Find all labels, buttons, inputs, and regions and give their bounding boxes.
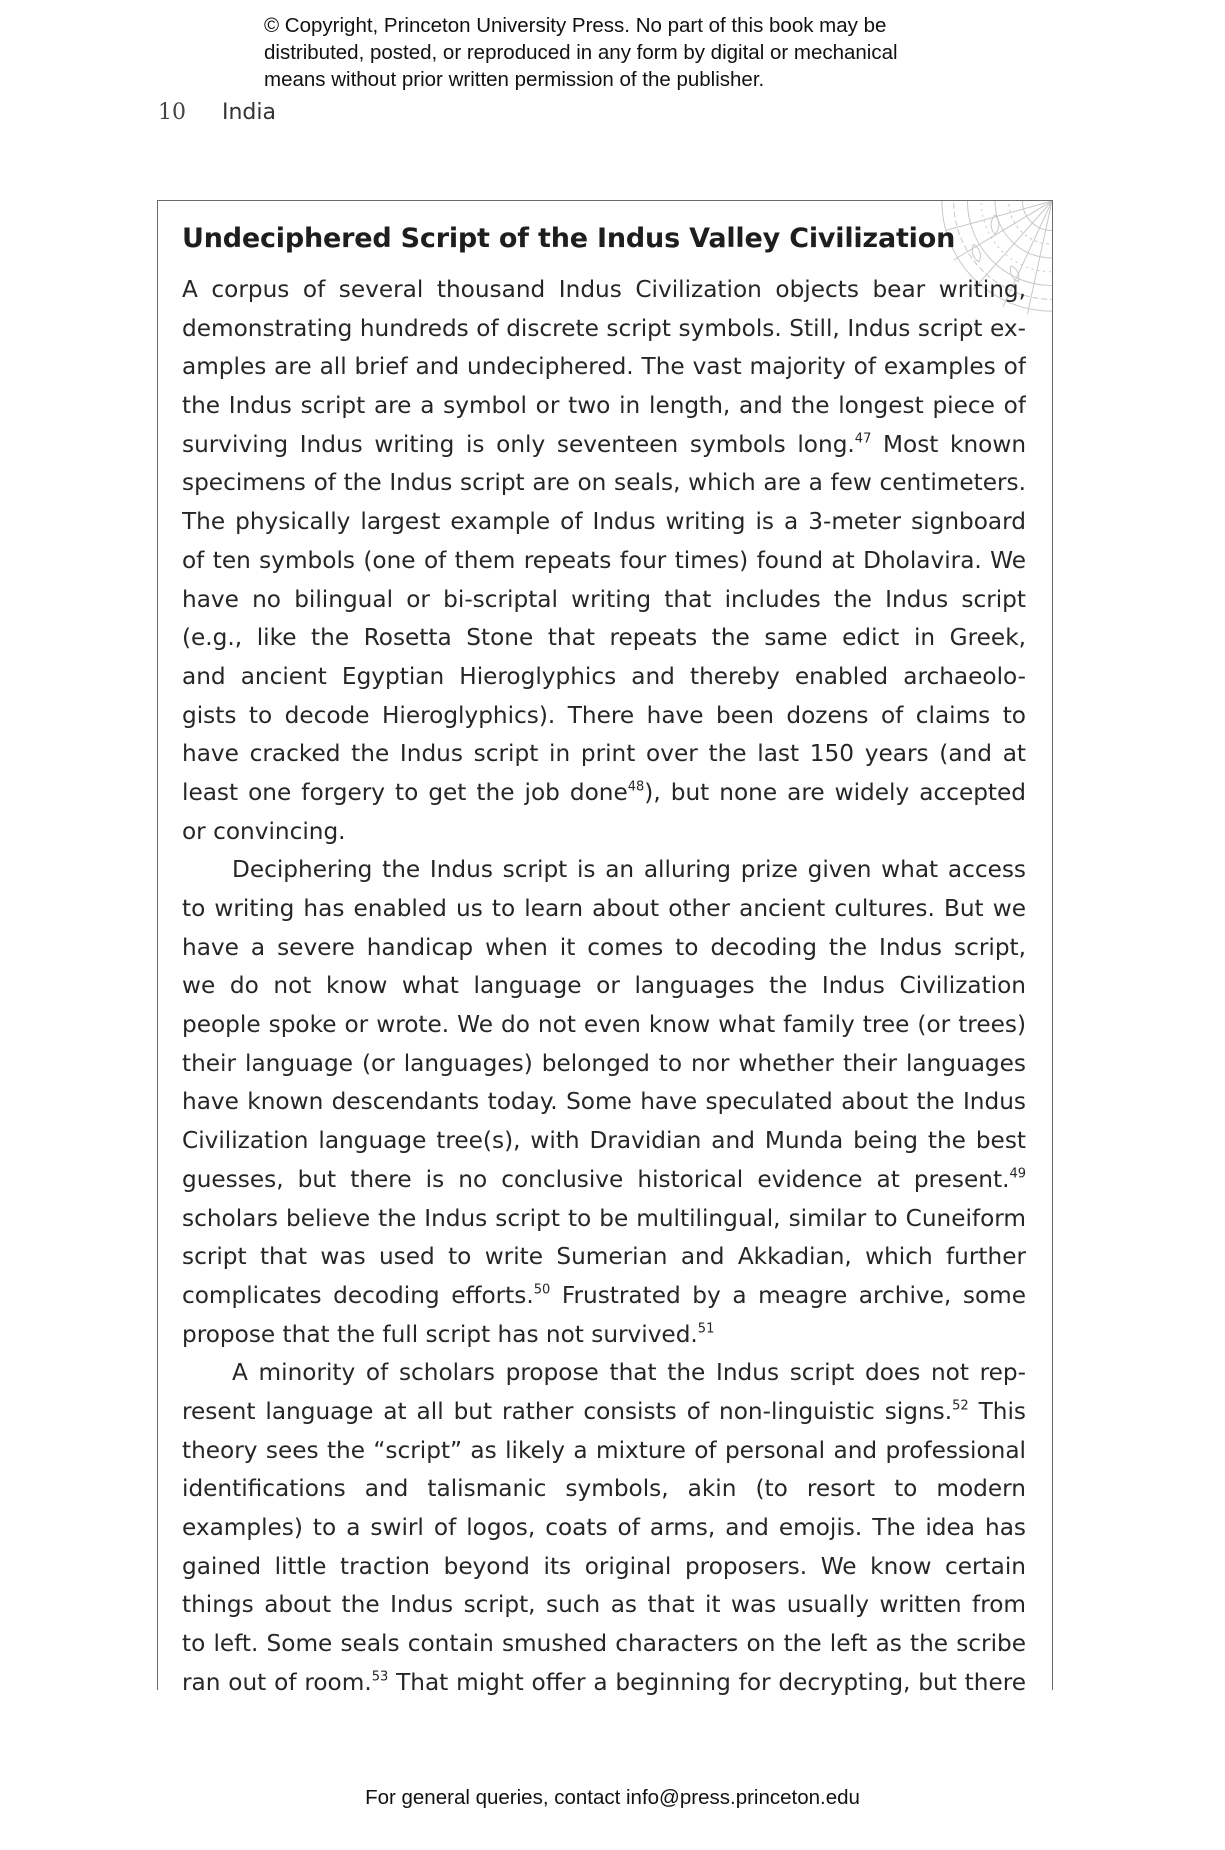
line-text: least one forgery to get the job done	[182, 778, 628, 806]
text-line: have known descendants today. Some have speculated about the Indus	[182, 1088, 1026, 1116]
text-line: gained little traction beyond its original proposers. We know certain	[182, 1552, 1026, 1580]
sidebar-box	[157, 200, 1053, 1696]
text-line	[182, 1316, 1026, 1355]
text-line: people spoke or wrote. We do not even know what family tree (or trees)	[182, 1011, 1026, 1039]
text-line: gists to decode Hieroglyphics). There have been dozens of claims to	[182, 701, 1026, 729]
text-line: to left. Some seals contain smushed characters on the left as the scribe	[182, 1630, 1026, 1658]
text-line: A minority of scholars propose that the Indus script does not rep-	[232, 1359, 1026, 1387]
sidebar-title: Undeciphered Script of the Indus Valley Civilization	[182, 223, 956, 254]
footnote-ref[interactable]: 48	[627, 779, 645, 795]
page-number: 10	[158, 100, 186, 125]
text-line: demonstrating hundreds of discrete script symbols. Still, Indus script ex-	[182, 314, 1026, 342]
copyright-notice	[264, 12, 1024, 93]
text-line: we do not know what language or languages the Indus Civilization	[182, 972, 1026, 1000]
text-line: or convincing.	[182, 817, 346, 845]
text-line	[182, 1393, 1026, 1432]
line-text: complicates decoding efforts.	[182, 1281, 534, 1309]
line-text: propose that the full script has not survived.	[182, 1320, 698, 1348]
text-line: and ancient Egyptian Hieroglyphics and thereby enabled archaeolo-	[182, 662, 1026, 690]
text-line: scholars believe the Indus script to be multilingual, similar to Cuneiform	[182, 1204, 1026, 1232]
text-line: have cracked the Indus script in print over the last 150 years (and at	[182, 740, 1026, 768]
line-text: resent language at all but rather consists of non-linguistic signs.	[182, 1397, 953, 1425]
text-line: examples) to a swirl of logos, coats of arms, and emojis. The idea has	[182, 1514, 1026, 1541]
line-text: guesses, but there is no conclusive historical evidence at present.	[182, 1165, 1010, 1193]
footnote-ref[interactable]: 47	[854, 431, 872, 446]
footnote-ref[interactable]: 51	[697, 1320, 715, 1336]
text-line: to writing has enabled us to learn about other ancient cultures. But we	[182, 895, 1026, 922]
sidebar-body	[182, 271, 1026, 1702]
copyright-line: distributed, posted, or reproduced in any form by digital or mechanical	[264, 41, 898, 64]
text-line: their language (or languages) belonged to nor whether their languages	[182, 1049, 1026, 1077]
text-line: (e.g., like the Rosetta Stone that repeats the same edict in Greek,	[182, 624, 1026, 652]
text-line: have no bilingual or bi-scriptal writing that includes the Indus script	[182, 585, 1026, 613]
text-line	[182, 426, 1026, 465]
copyright-line: © Copyright, Princeton University Press. No part of this book may be	[264, 14, 887, 37]
text-line: A corpus of several thousand Indus Civilization objects bear writing,	[182, 276, 1026, 303]
text-line: Civilization language tree(s), with Dravidian and Munda being the best	[182, 1127, 1026, 1155]
text-line: theory sees the “script” as likely a mixture of personal and professional	[182, 1436, 1026, 1464]
text-line: specimens of the Indus script are on seals, which are a few centimeters.	[182, 469, 1026, 497]
footnote-ref[interactable]: 50	[533, 1282, 551, 1298]
line-text: Most known	[871, 430, 1026, 458]
text-line: identifications and talismanic symbols, akin (to resort to modern	[182, 1475, 1026, 1503]
text-line: amples are all brief and undeciphered. The vast majority of examples of	[182, 353, 1026, 381]
footer-contact: For general queries, contact info@press.princeton.edu	[365, 1786, 860, 1809]
text-line: script that was used to write Sumerian and Akkadian, which further	[182, 1243, 1026, 1271]
text-line	[182, 1161, 1026, 1200]
footnote-ref[interactable]: 53	[371, 1669, 389, 1684]
line-text: ), but none are widely accepted	[644, 778, 1026, 806]
footnote-ref[interactable]: 49	[1009, 1166, 1026, 1182]
text-line: things about the Indus script, such as that it was usually written from	[182, 1591, 1026, 1619]
text-line: the Indus script are a symbol or two in length, and the longest piece of	[182, 392, 1026, 420]
line-text: surviving Indus writing is only seventeen symbols long.	[182, 430, 855, 458]
text-line	[182, 774, 1026, 813]
text-line	[182, 1277, 1026, 1316]
line-text: This	[968, 1397, 1026, 1425]
copyright-line: means without prior written permission of the publisher.	[264, 68, 765, 91]
paragraph	[182, 851, 1026, 1354]
line-text: ran out of room.	[182, 1668, 372, 1696]
footnote-ref[interactable]: 52	[952, 1398, 969, 1414]
line-text: Frustrated by a meagre archive, some	[550, 1281, 1026, 1309]
paragraph	[182, 271, 1026, 851]
line-text: That might offer a beginning for decrypting, but there	[388, 1668, 1026, 1696]
text-line: Deciphering the Indus script is an alluring prize given what access	[232, 856, 1026, 884]
paragraph	[182, 1354, 1026, 1702]
text-line	[182, 1664, 1026, 1703]
running-head-title: India	[222, 100, 276, 125]
text-line: of ten symbols (one of them repeats four times) found at Dholavira. We	[182, 546, 1026, 574]
text-line: have a severe handicap when it comes to decoding the Indus script,	[182, 933, 1026, 961]
text-line: The physically largest example of Indus writing is a 3-meter signboard	[182, 508, 1026, 536]
